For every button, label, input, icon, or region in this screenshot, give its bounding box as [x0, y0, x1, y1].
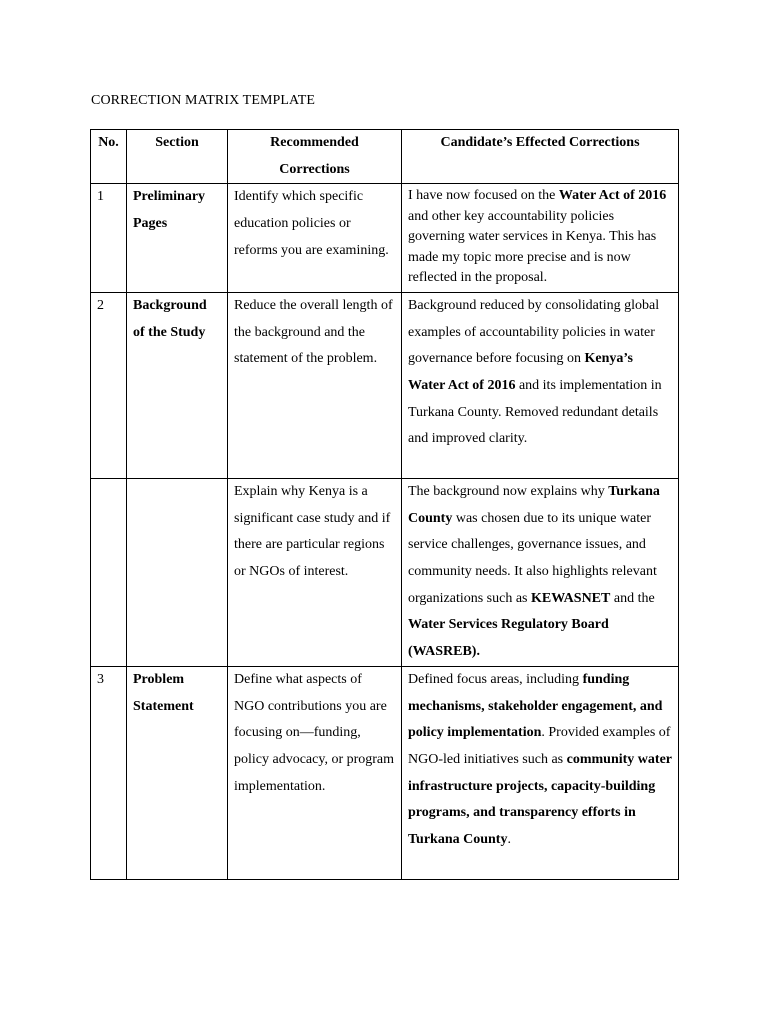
cell-section: [127, 666, 228, 879]
text-run: and its implementation in Turkana County. Removed redundant details and improved clarity.: [408, 378, 662, 447]
bold-text-run: KEWASNET: [531, 590, 611, 606]
document-title: CORRECTION MATRIX TEMPLATE: [91, 93, 316, 108]
header-section: Section: [127, 130, 228, 184]
text-run: was chosen due to its unique water service challenges, governance issues, and community needs. It also highlights relevant organizations such as: [408, 510, 657, 606]
cell-no: [91, 478, 127, 666]
section-label: Preliminary Pages: [133, 189, 206, 232]
cell-candidate: [402, 666, 679, 879]
text-run: and the: [610, 590, 655, 606]
cell-no: 2: [91, 292, 127, 478]
cell-candidate: [402, 184, 679, 293]
bold-text-run: community water infrastructure projects, capacity-building programs, and transparency efforts in Turkana County: [408, 751, 672, 848]
table-row: [91, 184, 679, 293]
cell-candidate: [402, 292, 679, 478]
table-row: [91, 666, 679, 879]
cell-recommended: Define what aspects of NGO contributions you are focusing on—funding, policy advocacy, or program implementation.: [228, 666, 402, 879]
bold-text-run: funding mechanisms, stakeholder engagement, and policy implementation: [408, 671, 663, 741]
cell-recommended: Reduce the overall length of the background and the statement of the problem.: [228, 292, 402, 478]
cell-recommended: Explain why Kenya is a significant case study and if there are particular regions or NGOs of interest.: [228, 478, 402, 666]
header-candidate: Candidate’s Effected Corrections: [402, 130, 679, 184]
text-run: Background reduced by consolidating global examples of accountability policies in water governance before focusing on: [408, 297, 660, 367]
cell-section: [127, 478, 228, 666]
cell-section: [127, 292, 228, 478]
text-run: Defined focus areas, including: [408, 671, 583, 687]
bold-text-run: Kenya’s Water Act of 2016: [408, 351, 633, 394]
bold-text-run: Turkana County: [408, 483, 660, 526]
header-recommended: Recommended Corrections: [228, 130, 402, 184]
bold-text-run: Water Services Regulatory Board (WASREB).: [408, 617, 609, 660]
cell-recommended: Identify which specific education policies or reforms you are examining.: [228, 184, 402, 293]
text-run: .: [507, 832, 511, 848]
cell-no: 1: [91, 184, 127, 293]
table-row: [91, 292, 679, 478]
bold-text-run: Water Act of 2016: [558, 188, 667, 204]
text-run: The background now explains why: [408, 483, 609, 499]
section-label: Background of the Study: [133, 297, 207, 340]
text-run: . Provided examples of NGO-led initiatives such as: [408, 725, 671, 767]
cell-section: [127, 184, 228, 293]
cell-candidate: [402, 478, 679, 666]
table-row: [91, 478, 679, 666]
cell-no: 3: [91, 666, 127, 879]
section-label: Problem Statement: [133, 671, 194, 714]
correction-matrix-table: [90, 129, 679, 880]
text-run: and other key accountability policies governing water services in Kenya. This has made my topic more precise and is now reflected in the proposal.: [408, 208, 657, 286]
text-run: I have now focused on the: [408, 188, 559, 204]
header-no: No.: [91, 130, 127, 184]
table-header-row: [91, 130, 679, 184]
